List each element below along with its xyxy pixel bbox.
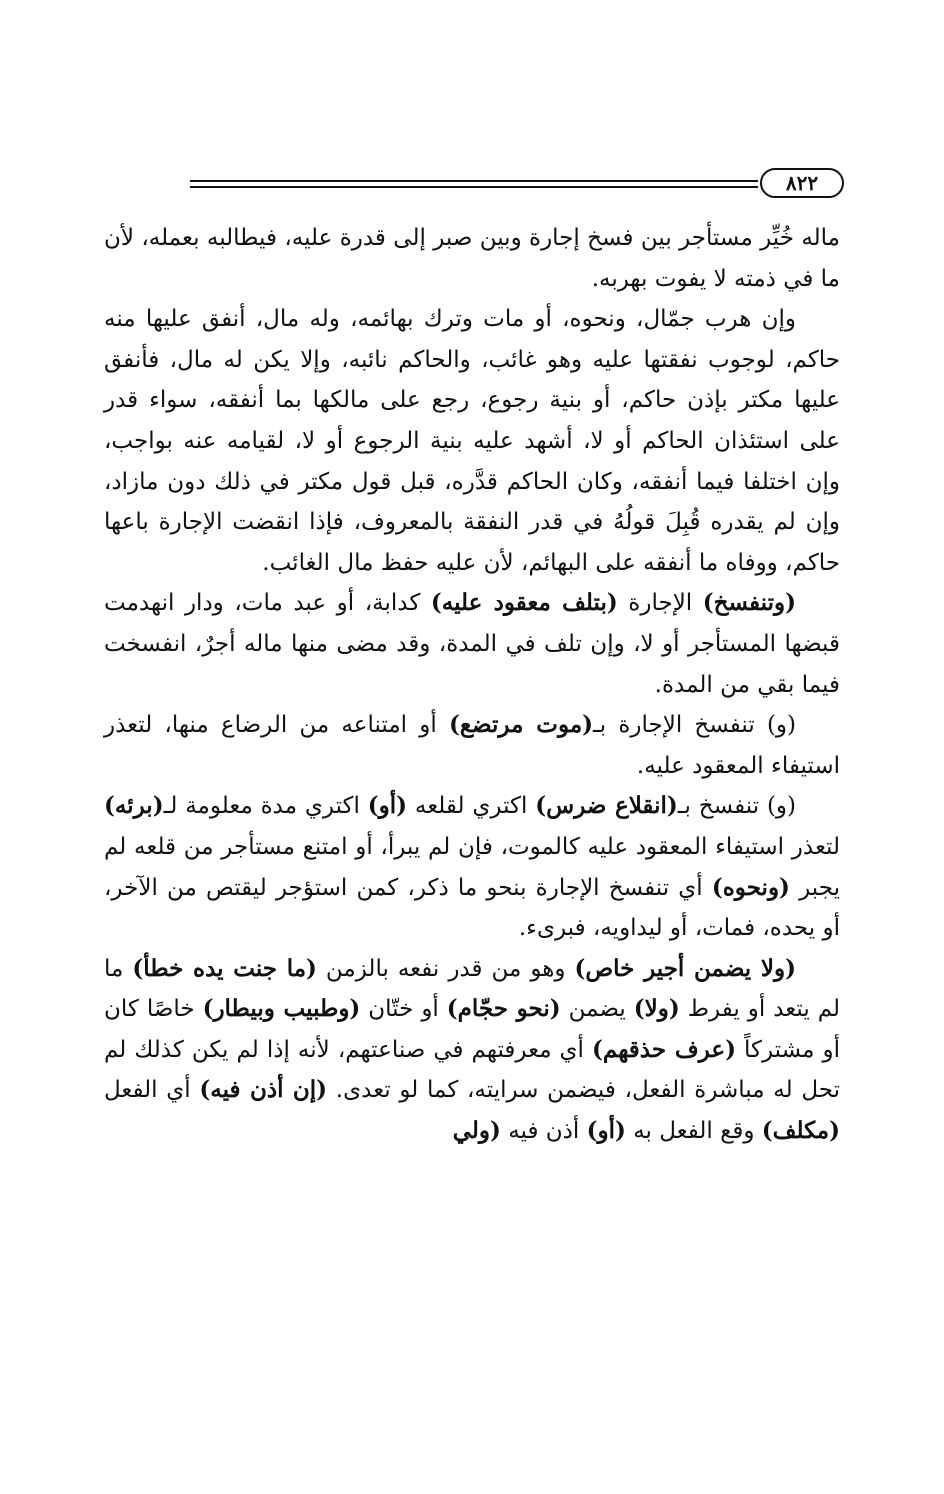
text-run: الإجارة [617,590,703,617]
bold-phrase: (ونحوه) [711,873,790,901]
bold-phrase: (ولي [452,1117,501,1145]
text-run: أي الفعل [104,1077,200,1104]
text-run: (و) تنفسخ الإجارة بـ [593,712,796,739]
text-run: يضمن [560,996,634,1023]
bold-phrase: (وطبيب وبيطار) [202,995,361,1023]
text-run: (و) تنفسخ بـ [677,793,796,820]
page-number: ٨٢٢ [760,168,844,198]
bold-phrase: (وتنفسخ) [702,589,796,617]
paragraph [104,583,840,705]
bold-phrase: (نحو حجّام) [446,995,561,1023]
paragraph [104,949,840,1152]
paragraph [104,705,840,786]
text-run: اكتري لقلعه [407,793,536,820]
text-run: وهو من قدر نفعه بالزمن [316,955,575,982]
text-run: أو ختّان [360,996,447,1023]
text-run: ماله خُيِّر مستأجر بين فسخ إجارة وبين صبر إلى قدرة عليه، فيطالبه بعمله، لأن ما في ذمته لا يفوت بهربه. [104,225,840,292]
bold-phrase: (انقلاع ضرس) [535,792,678,820]
bold-phrase: (أو) [367,792,408,820]
text-run: أو امتناعه من الرضاع منها، لتعذر استيفاء المعقود عليه. [104,712,840,779]
header-rule-bottom [190,186,758,188]
text-run: أي تنفسخ الإجارة بنحو ما ذكر، كمن استؤجر ليقتص من الآخر، أو يحده، فمات، أو ليداويه، فبرىء. [104,874,840,942]
paragraph [104,299,840,583]
bold-phrase: (ولا يضمن أجير خاص) [574,954,796,982]
body-text [104,218,840,1152]
bold-phrase: (مكلف) [761,1117,840,1145]
bold-phrase: (بتلف معقود عليه) [430,589,618,617]
text-run: لتعذر استيفاء المعقود عليه كالموت، فإن لم يبرأ، أو امتنع مستأجر من قلعه لم يجبر [104,833,840,901]
text-run: أي معرفتهم في صناعتهم، لأنه إذا لم يكن كذلك لم تحل له مباشرة الفعل، فيضمن سرايته، كما لو تعدى. [104,1036,841,1104]
bold-phrase: (موت مرتضع) [448,711,594,739]
bold-phrase: (عرف حذقهم) [592,1035,736,1063]
bold-phrase: (ما جنت يده خطأ) [132,954,317,982]
paragraph [104,218,840,299]
bold-phrase: (أو) [586,1117,626,1145]
bold-phrase: (إن أذن فيه) [199,1076,328,1104]
bold-phrase: (برئه) [104,792,164,820]
text-run: اكتري مدة معلومة لـ [163,793,368,820]
header-rule-top [190,180,758,182]
text-run: خاصًا كان أو مشتركاً [104,996,840,1063]
text-run: أذن فيه [500,1118,587,1145]
text-run: ما لم يتعد أو يفرط [104,955,841,1023]
text-run: وإن هرب جمّال، ونحوه، أو مات وترك بهائمه، وله مال، أنفق عليها منه حاكم، لوجوب نفقتها عليه وهو غائب، والحاكم نائبه، وإلا يكن له مال، فأنفق عليها مكتر بإذن حاكم، أو بنية رجوع، رجع على مالكها بما أنفقه، سواء قدر على استئذان الحاكم أو لا، أشهد عليه بنية الرجوع أو لا، لقيامه عنه بواجب، وإن اختلفا فيما أنفقه، وكان الحاكم قدَّره، قبل قول مكتر في ذلك دون مازاد، وإن لم يقدره قُبِلَ قولُهُ في قدر النفقة بالمعروف، فإذا انقضت الإجارة باعها حاكم، ووفاه ما أنفقه على البهائم، لأن عليه حفظ مال الغائب. [104,306,840,576]
text-run: كدابة، أو عبد مات، ودار انهدمت قبضها المستأجر أو لا، وإن تلف في المدة، وقد مضى منها ماله أجرٌ، انفسخت فيما بقي من المدة. [104,590,840,698]
text-run: وقع الفعل به [625,1118,762,1145]
bold-phrase: (ولا) [633,995,680,1023]
paragraph [104,786,840,948]
page-header [190,168,844,204]
